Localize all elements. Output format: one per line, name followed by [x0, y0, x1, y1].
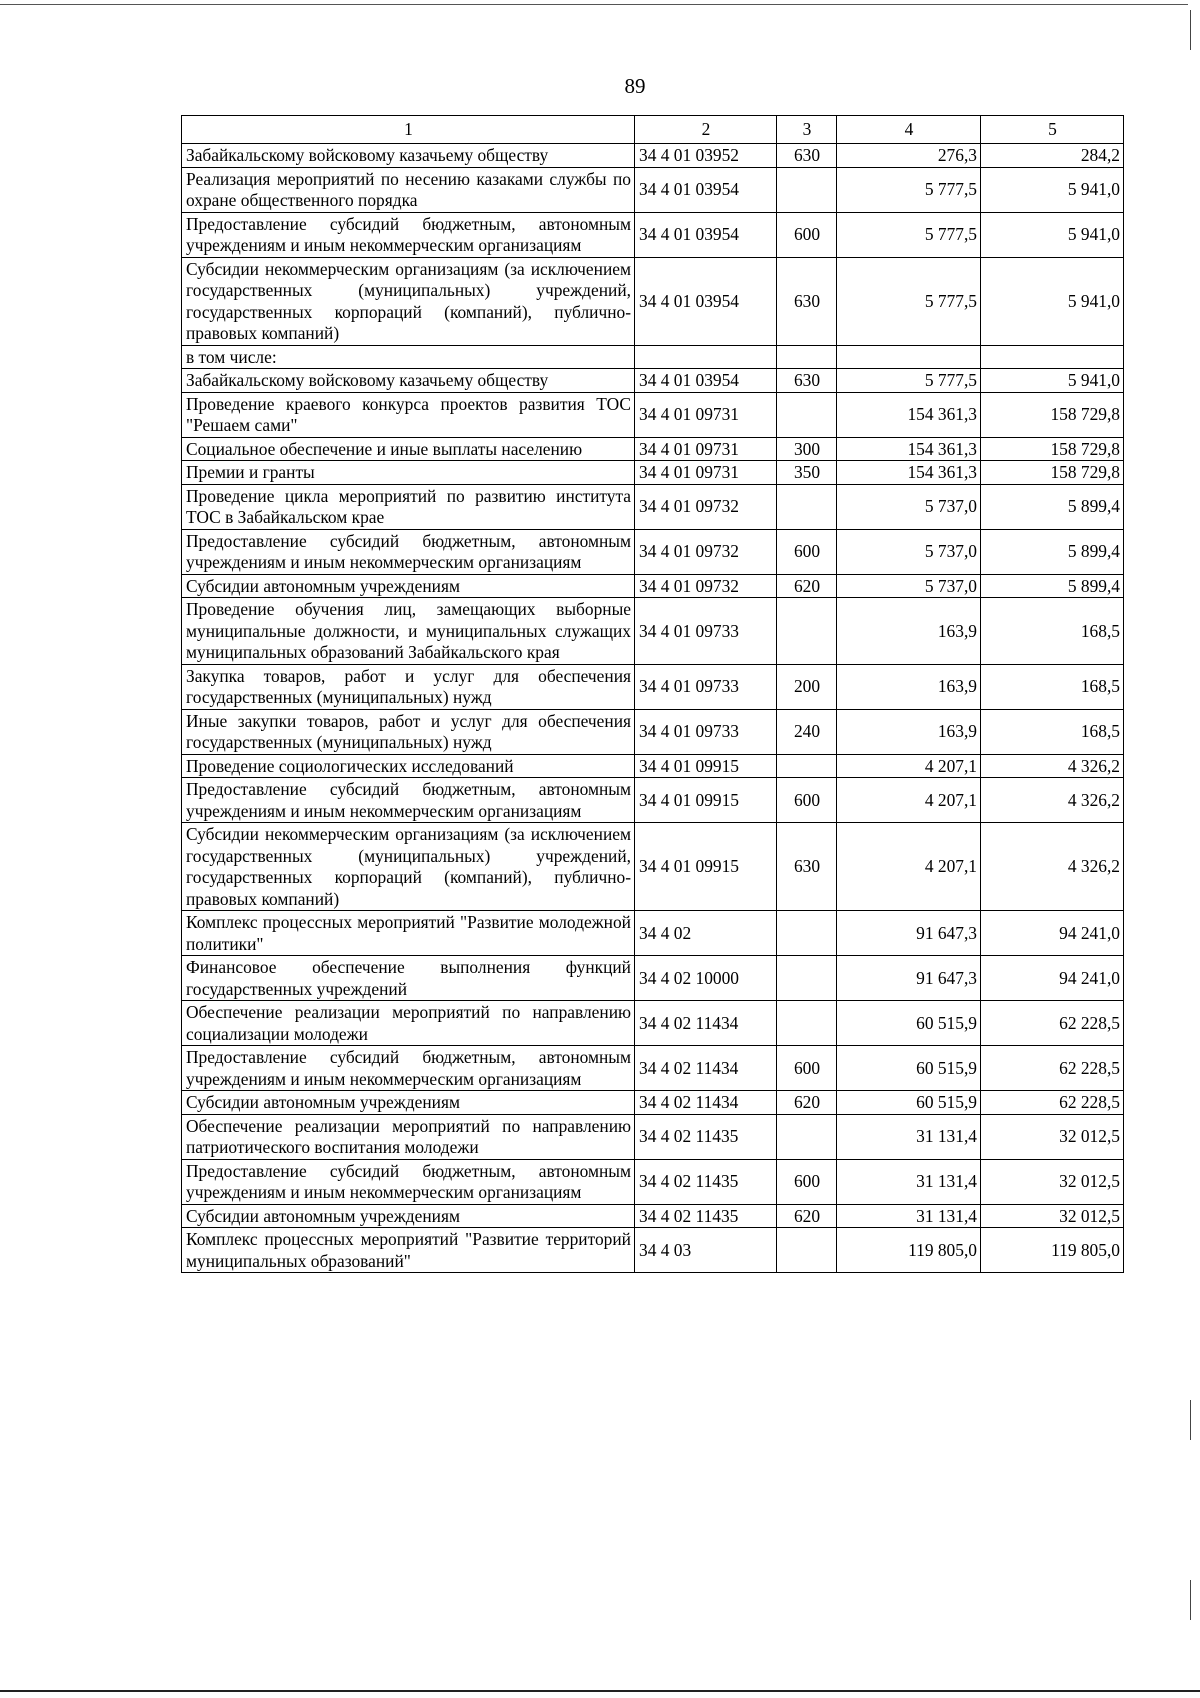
- row-type-cell: [777, 956, 837, 1001]
- table-row: [182, 778, 1124, 823]
- row-value-year1-cell: 154 361,3: [837, 437, 981, 461]
- row-value-year2-cell: 5 941,0: [981, 257, 1124, 345]
- budget-table-body: [182, 116, 1124, 1273]
- row-name-cell: Проведение краевого конкурса проектов развития ТОС "Решаем сами": [182, 392, 635, 437]
- row-value-year2-cell: 4 326,2: [981, 778, 1124, 823]
- page-number: 89: [624, 74, 646, 98]
- row-code-cell: 34 4 01 03954: [635, 167, 777, 212]
- row-value-year1-cell: 163,9: [837, 664, 981, 709]
- row-value-year2-cell: 5 941,0: [981, 212, 1124, 257]
- row-code-cell: 34 4 01 09733: [635, 598, 777, 665]
- row-code-cell: 34 4 01 09733: [635, 709, 777, 754]
- row-code-cell: 34 4 02 11435: [635, 1114, 777, 1159]
- row-name-cell: Предоставление субсидий бюджетным, автономным учреждениям и иным некоммерческим организациям: [182, 1159, 635, 1204]
- row-name-cell: Проведение цикла мероприятий по развитию института ТОС в Забайкальском крае: [182, 484, 635, 529]
- row-value-year1-cell: 4 207,1: [837, 823, 981, 911]
- row-value-year2-cell: 168,5: [981, 598, 1124, 665]
- row-value-year2-cell: 62 228,5: [981, 1046, 1124, 1091]
- row-type-cell: 200: [777, 664, 837, 709]
- row-code-cell: 34 4 01 09915: [635, 778, 777, 823]
- row-type-cell: 630: [777, 369, 837, 393]
- row-value-year1-cell: 5 737,0: [837, 484, 981, 529]
- column-header: 2: [635, 116, 777, 144]
- row-code-cell: 34 4 02 11434: [635, 1046, 777, 1091]
- row-value-year2-cell: 158 729,8: [981, 437, 1124, 461]
- table-row: [182, 1114, 1124, 1159]
- row-type-cell: 620: [777, 574, 837, 598]
- row-type-cell: 600: [777, 1046, 837, 1091]
- row-value-year1-cell: 4 207,1: [837, 754, 981, 778]
- row-value-year1-cell: 91 647,3: [837, 911, 981, 956]
- row-name-cell: Предоставление субсидий бюджетным, автономным учреждениям и иным некоммерческим организациям: [182, 529, 635, 574]
- row-value-year1-cell: 31 131,4: [837, 1159, 981, 1204]
- table-row: [182, 345, 1124, 369]
- row-type-cell: 630: [777, 144, 837, 168]
- row-code-cell: 34 4 01 09732: [635, 529, 777, 574]
- row-code-cell: 34 4 01 03952: [635, 144, 777, 168]
- row-code-cell: 34 4 01 09915: [635, 754, 777, 778]
- row-code-cell: 34 4 03: [635, 1228, 777, 1273]
- row-value-year1-cell: 163,9: [837, 598, 981, 665]
- table-row: [182, 754, 1124, 778]
- row-value-year2-cell: 168,5: [981, 664, 1124, 709]
- table-row: [182, 257, 1124, 345]
- table-row: [182, 529, 1124, 574]
- row-value-year2-cell: 158 729,8: [981, 461, 1124, 485]
- row-type-cell: [777, 1228, 837, 1273]
- row-type-cell: 620: [777, 1204, 837, 1228]
- row-name-cell: Комплекс процессных мероприятий "Развитие молодежной политики": [182, 911, 635, 956]
- row-type-cell: [777, 1001, 837, 1046]
- table-row: [182, 167, 1124, 212]
- row-code-cell: 34 4 01 03954: [635, 257, 777, 345]
- table-row: [182, 1159, 1124, 1204]
- row-name-cell: в том числе:: [182, 345, 635, 369]
- row-name-cell: Реализация мероприятий по несению казаками службы по охране общественного порядка: [182, 167, 635, 212]
- row-value-year2-cell: 5 899,4: [981, 484, 1124, 529]
- row-type-cell: [777, 392, 837, 437]
- row-code-cell: 34 4 02 10000: [635, 956, 777, 1001]
- column-header: 1: [182, 116, 635, 144]
- row-code-cell: 34 4 02 11435: [635, 1159, 777, 1204]
- row-value-year2-cell: [981, 345, 1124, 369]
- row-value-year2-cell: 5 899,4: [981, 529, 1124, 574]
- row-name-cell: Проведение обучения лиц, замещающих выборные муниципальные должности, и муниципальных служащих муниципальных образований Забайкальского края: [182, 598, 635, 665]
- row-value-year1-cell: [837, 345, 981, 369]
- row-name-cell: Проведение социологических исследований: [182, 754, 635, 778]
- row-code-cell: 34 4 01 09731: [635, 461, 777, 485]
- scan-bottom-edge: [0, 1690, 1200, 1692]
- row-type-cell: 600: [777, 778, 837, 823]
- row-value-year1-cell: 5 777,5: [837, 369, 981, 393]
- row-name-cell: Предоставление субсидий бюджетным, автономным учреждениям и иным некоммерческим организациям: [182, 212, 635, 257]
- row-type-cell: [777, 167, 837, 212]
- row-name-cell: Субсидии некоммерческим организациям (за исключением государственных (муниципальных) учреждений, государственных корпораций (компаний), публично-правовых компаний): [182, 257, 635, 345]
- column-header: 3: [777, 116, 837, 144]
- row-name-cell: Забайкальскому войсковому казачьему обществу: [182, 369, 635, 393]
- row-value-year1-cell: 60 515,9: [837, 1046, 981, 1091]
- row-value-year2-cell: 5 899,4: [981, 574, 1124, 598]
- row-value-year1-cell: 4 207,1: [837, 778, 981, 823]
- table-row: [182, 369, 1124, 393]
- row-value-year1-cell: 31 131,4: [837, 1114, 981, 1159]
- table-row: [182, 392, 1124, 437]
- row-value-year2-cell: 32 012,5: [981, 1159, 1124, 1204]
- row-value-year2-cell: 4 326,2: [981, 823, 1124, 911]
- row-name-cell: Премии и гранты: [182, 461, 635, 485]
- column-header: 4: [837, 116, 981, 144]
- row-name-cell: Предоставление субсидий бюджетным, автономным учреждениям и иным некоммерческим организациям: [182, 778, 635, 823]
- row-value-year2-cell: 5 941,0: [981, 167, 1124, 212]
- row-type-cell: 240: [777, 709, 837, 754]
- row-code-cell: 34 4 02 11434: [635, 1091, 777, 1115]
- row-name-cell: Субсидии автономным учреждениям: [182, 574, 635, 598]
- row-type-cell: [777, 484, 837, 529]
- column-header: 5: [981, 116, 1124, 144]
- row-code-cell: 34 4 02 11434: [635, 1001, 777, 1046]
- row-value-year2-cell: 284,2: [981, 144, 1124, 168]
- table-row: [182, 574, 1124, 598]
- row-code-cell: 34 4 01 03954: [635, 369, 777, 393]
- row-value-year1-cell: 5 737,0: [837, 529, 981, 574]
- row-name-cell: Финансовое обеспечение выполнения функций государственных учреждений: [182, 956, 635, 1001]
- row-code-cell: 34 4 01 09731: [635, 392, 777, 437]
- table-row: [182, 823, 1124, 911]
- row-value-year1-cell: 60 515,9: [837, 1001, 981, 1046]
- row-name-cell: Закупка товаров, работ и услуг для обеспечения государственных (муниципальных) нужд: [182, 664, 635, 709]
- row-code-cell: 34 4 01 09915: [635, 823, 777, 911]
- row-value-year1-cell: 91 647,3: [837, 956, 981, 1001]
- row-value-year1-cell: 163,9: [837, 709, 981, 754]
- row-type-cell: 620: [777, 1091, 837, 1115]
- row-name-cell: Субсидии автономным учреждениям: [182, 1091, 635, 1115]
- row-name-cell: Забайкальскому войсковому казачьему обществу: [182, 144, 635, 168]
- table-row: [182, 911, 1124, 956]
- table-row: [182, 1091, 1124, 1115]
- row-value-year2-cell: 62 228,5: [981, 1001, 1124, 1046]
- scan-margin-mark: [1190, 10, 1191, 50]
- row-type-cell: [777, 598, 837, 665]
- row-name-cell: Обеспечение реализации мероприятий по направлению социализации молодежи: [182, 1001, 635, 1046]
- row-value-year1-cell: 5 777,5: [837, 167, 981, 212]
- row-value-year1-cell: 5 777,5: [837, 212, 981, 257]
- row-name-cell: Обеспечение реализации мероприятий по направлению патриотического воспитания молодежи: [182, 1114, 635, 1159]
- row-type-cell: [777, 911, 837, 956]
- row-code-cell: [635, 345, 777, 369]
- table-row: [182, 1046, 1124, 1091]
- table-row: [182, 1228, 1124, 1273]
- table-row: [182, 598, 1124, 665]
- row-value-year1-cell: 276,3: [837, 144, 981, 168]
- row-name-cell: Комплекс процессных мероприятий "Развитие территорий муниципальных образований": [182, 1228, 635, 1273]
- row-code-cell: 34 4 01 09731: [635, 437, 777, 461]
- row-type-cell: [777, 754, 837, 778]
- row-value-year1-cell: 154 361,3: [837, 461, 981, 485]
- row-name-cell: Иные закупки товаров, работ и услуг для обеспечения государственных (муниципальных) нужд: [182, 709, 635, 754]
- budget-table: [181, 115, 1124, 1273]
- row-value-year1-cell: 154 361,3: [837, 392, 981, 437]
- row-type-cell: 300: [777, 437, 837, 461]
- row-type-cell: 600: [777, 212, 837, 257]
- row-type-cell: 630: [777, 823, 837, 911]
- row-value-year1-cell: 5 777,5: [837, 257, 981, 345]
- row-code-cell: 34 4 01 09732: [635, 484, 777, 529]
- row-value-year2-cell: 32 012,5: [981, 1114, 1124, 1159]
- row-value-year1-cell: 119 805,0: [837, 1228, 981, 1273]
- row-type-cell: 600: [777, 1159, 837, 1204]
- row-value-year2-cell: 94 241,0: [981, 956, 1124, 1001]
- table-row: [182, 956, 1124, 1001]
- row-value-year2-cell: 4 326,2: [981, 754, 1124, 778]
- row-type-cell: 630: [777, 257, 837, 345]
- table-row: [182, 461, 1124, 485]
- row-code-cell: 34 4 01 03954: [635, 212, 777, 257]
- table-row: [182, 1001, 1124, 1046]
- row-value-year2-cell: 158 729,8: [981, 392, 1124, 437]
- row-type-cell: [777, 345, 837, 369]
- row-value-year1-cell: 60 515,9: [837, 1091, 981, 1115]
- row-value-year2-cell: 94 241,0: [981, 911, 1124, 956]
- row-name-cell: Субсидии некоммерческим организациям (за исключением государственных (муниципальных) учреждений, государственных корпораций (компаний), публично-правовых компаний): [182, 823, 635, 911]
- table-row: [182, 709, 1124, 754]
- row-name-cell: Предоставление субсидий бюджетным, автономным учреждениям и иным некоммерческим организациям: [182, 1046, 635, 1091]
- row-code-cell: 34 4 01 09733: [635, 664, 777, 709]
- row-value-year2-cell: 119 805,0: [981, 1228, 1124, 1273]
- scan-margin-mark: [1190, 1400, 1191, 1440]
- scan-top-edge: [0, 4, 1188, 5]
- table-row: [182, 1204, 1124, 1228]
- table-header-row: [182, 116, 1124, 144]
- table-row: [182, 144, 1124, 168]
- row-code-cell: 34 4 02 11435: [635, 1204, 777, 1228]
- table-row: [182, 484, 1124, 529]
- row-code-cell: 34 4 02: [635, 911, 777, 956]
- table-row: [182, 212, 1124, 257]
- row-value-year1-cell: 31 131,4: [837, 1204, 981, 1228]
- row-name-cell: Социальное обеспечение и иные выплаты населению: [182, 437, 635, 461]
- table-row: [182, 664, 1124, 709]
- scan-margin-mark: [1190, 1580, 1191, 1620]
- row-value-year2-cell: 32 012,5: [981, 1204, 1124, 1228]
- table-row: [182, 437, 1124, 461]
- row-type-cell: 350: [777, 461, 837, 485]
- row-value-year1-cell: 5 737,0: [837, 574, 981, 598]
- row-type-cell: 600: [777, 529, 837, 574]
- row-value-year2-cell: 5 941,0: [981, 369, 1124, 393]
- row-value-year2-cell: 168,5: [981, 709, 1124, 754]
- row-value-year2-cell: 62 228,5: [981, 1091, 1124, 1115]
- row-code-cell: 34 4 01 09732: [635, 574, 777, 598]
- row-name-cell: Субсидии автономным учреждениям: [182, 1204, 635, 1228]
- row-type-cell: [777, 1114, 837, 1159]
